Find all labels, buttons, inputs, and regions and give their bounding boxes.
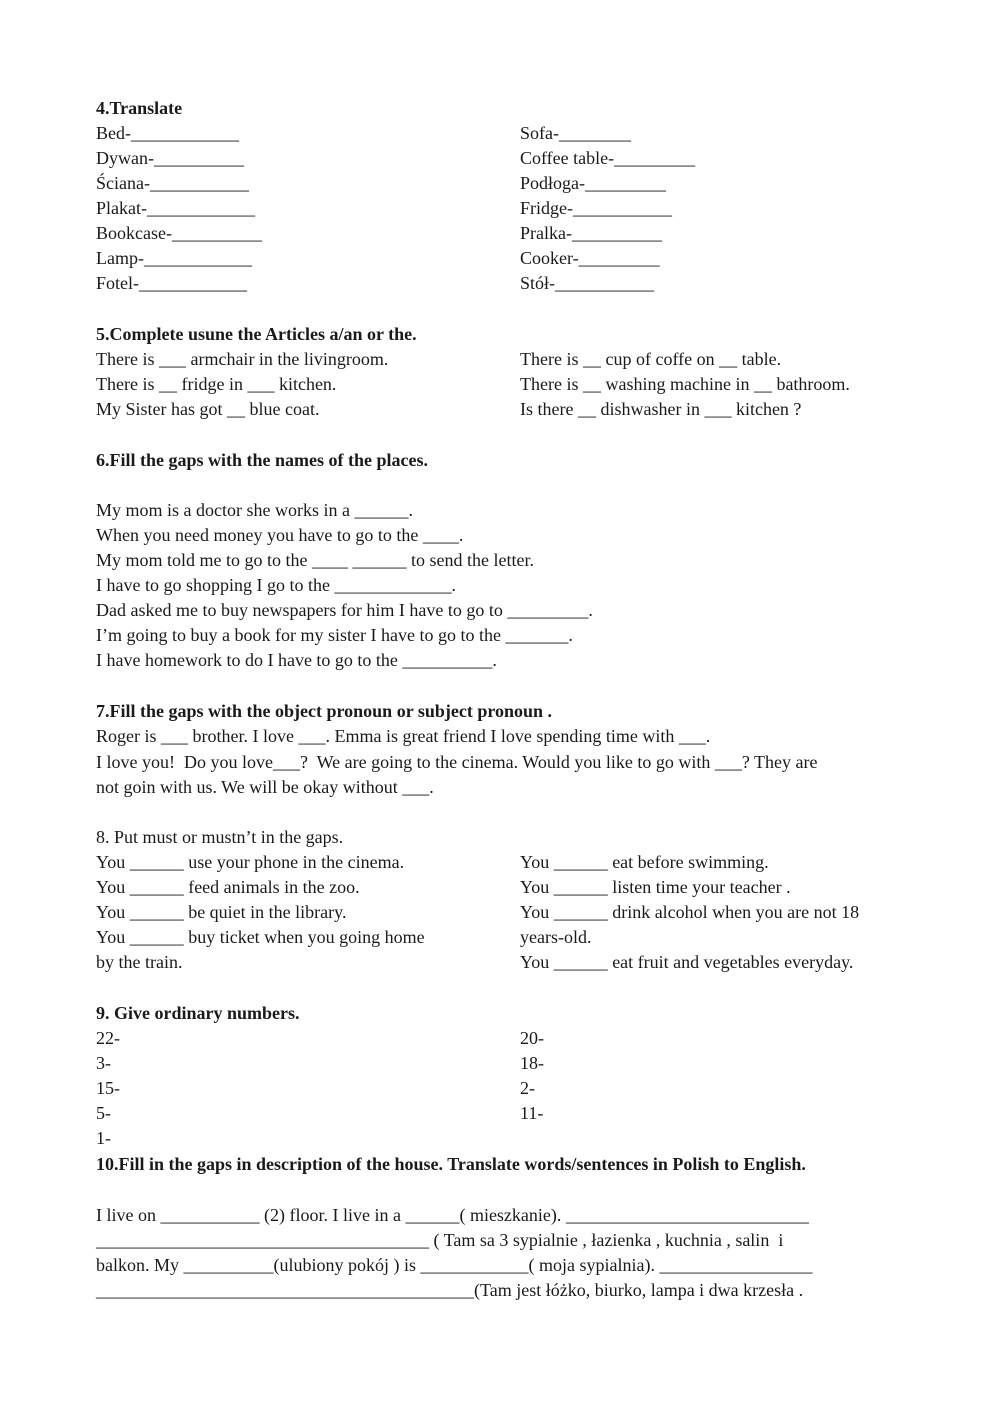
house-description-line: I live on ___________ (2) floor. I live in a ______( mieszkanie). ___________________________ <box>96 1205 809 1225</box>
translate-item: Plakat-____________ <box>96 198 255 218</box>
number-item: 11- <box>520 1103 544 1123</box>
translate-item: Sofa-________ <box>520 123 631 143</box>
translate-item: Ściana-___________ <box>96 173 249 193</box>
article-item: There is __ cup of coffe on __ table. <box>520 349 782 369</box>
section-10-heading: 10.Fill in the gaps in description of the house. Translate words/sentences in Polish to English. <box>96 1154 806 1174</box>
places-sentence: When you need money you have to go to the ____. <box>96 525 464 545</box>
section-7-heading: 7.Fill the gaps with the object pronoun or subject pronoun . <box>96 701 553 721</box>
places-sentence: Dad asked me to buy newspapers for him I have to go to _________. <box>96 600 593 620</box>
section-4-heading: 4.Translate <box>96 98 183 118</box>
must-item: years-old. <box>520 927 592 947</box>
number-item: 18- <box>520 1053 544 1073</box>
translate-item: Podłoga-_________ <box>520 173 666 193</box>
places-sentence: I have to go shopping I go to the _____________. <box>96 575 456 595</box>
article-item: Is there __ dishwasher in ___ kitchen ? <box>520 399 802 419</box>
translate-item: Coffee table-_________ <box>520 148 696 168</box>
translate-item: Bed-____________ <box>96 123 239 143</box>
pronoun-text-line: I love you! Do you love___? We are going to the cinema. Would you like to go with ___? They are <box>96 752 818 772</box>
places-sentence: I have homework to do I have to go to the __________. <box>96 650 497 670</box>
must-item: You ______ use your phone in the cinema. <box>96 852 405 872</box>
translate-item: Dywan-__________ <box>96 148 244 168</box>
places-sentence: My mom told me to go to the ____ ______ to send the letter. <box>96 550 534 570</box>
pronoun-text-line: not goin with us. We will be okay without ___. <box>96 777 434 797</box>
number-item: 2- <box>520 1078 535 1098</box>
translate-item: Stół-___________ <box>520 273 655 293</box>
must-item: You ______ eat before swimming. <box>520 852 769 872</box>
must-item: by the train. <box>96 952 183 972</box>
translate-item: Bookcase-__________ <box>96 223 262 243</box>
places-sentence: I’m going to buy a book for my sister I have to go to the _______. <box>96 625 573 645</box>
must-item: You ______ eat fruit and vegetables everyday. <box>520 952 854 972</box>
house-description-line: __________________________________________(Tam jest łóżko, biurko, lampa i dwa krzesła . <box>96 1280 804 1300</box>
article-item: There is __ washing machine in __ bathroom. <box>520 374 850 394</box>
number-item: 5- <box>96 1103 111 1123</box>
number-item: 15- <box>96 1078 120 1098</box>
article-item: There is ___ armchair in the livingroom. <box>96 349 389 369</box>
article-item: My Sister has got __ blue coat. <box>96 399 320 419</box>
pronoun-text-line: Roger is ___ brother. I love ___. Emma is great friend I love spending time with ___. <box>96 726 711 746</box>
translate-item: Pralka-__________ <box>520 223 662 243</box>
must-item: You ______ listen time your teacher . <box>520 877 791 897</box>
number-item: 22- <box>96 1028 120 1048</box>
section-5-heading: 5.Complete usune the Articles a/an or the. <box>96 324 417 344</box>
must-item: You ______ be quiet in the library. <box>96 902 347 922</box>
house-description-line: _____________________________________ ( Tam sa 3 sypialnie , łazienka , kuchnia , salin i <box>96 1230 784 1250</box>
section-8-heading: 8. Put must or mustn’t in the gaps. <box>96 827 344 847</box>
translate-item: Fotel-____________ <box>96 273 247 293</box>
article-item: There is __ fridge in ___ kitchen. <box>96 374 337 394</box>
must-item: You ______ buy ticket when you going home <box>96 927 425 947</box>
translate-item: Cooker-_________ <box>520 248 660 268</box>
section-6-heading: 6.Fill the gaps with the names of the places. <box>96 450 428 470</box>
translate-item: Fridge-___________ <box>520 198 672 218</box>
number-item: 20- <box>520 1028 544 1048</box>
number-item: 3- <box>96 1053 111 1073</box>
must-item: You ______ feed animals in the zoo. <box>96 877 360 897</box>
section-9-heading: 9. Give ordinary numbers. <box>96 1003 300 1023</box>
number-item: 1- <box>96 1128 111 1148</box>
places-sentence: My mom is a doctor she works in a ______. <box>96 500 413 520</box>
house-description-line: balkon. My __________(ulubiony pokój ) is ____________( moja sypialnia). _________________ <box>96 1255 813 1275</box>
must-item: You ______ drink alcohol when you are not 18 <box>520 902 860 922</box>
translate-item: Lamp-____________ <box>96 248 252 268</box>
